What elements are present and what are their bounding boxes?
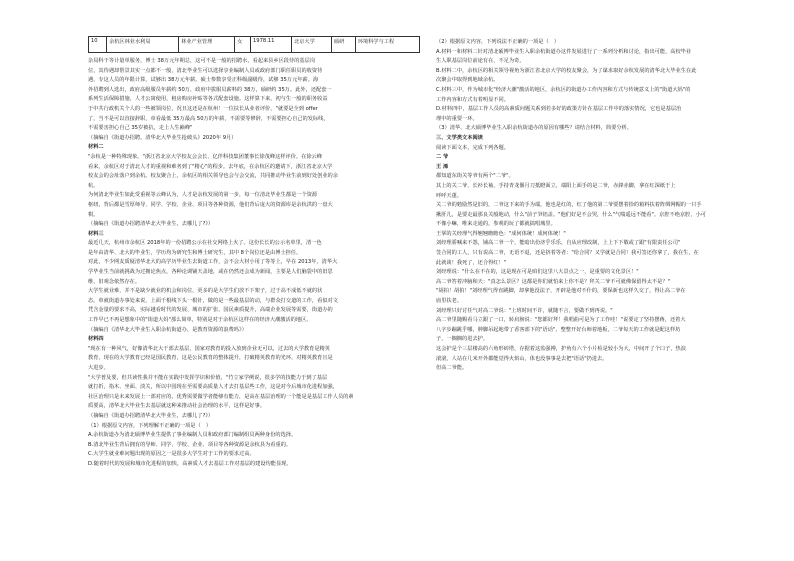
text-line: 材料四	[88, 336, 104, 343]
table-cell: 女	[235, 37, 251, 53]
text-line: 签合同的工人，只有说高二爷，无语不退，还是挤着等者："给合同？又学就是合同！我可签还你拿了，我在生，在	[436, 250, 699, 257]
text-line: 王掌的关经理气得翘翘瞻瞻色："成何体统！成何体统！"	[436, 230, 566, 237]
table-cell: 林业产业管理	[179, 37, 235, 53]
text-line: 系列生活保障措施，人才公寓使用，租房购房补贴等各式配套设施。这样算下来，初与生一般的职务收益	[88, 96, 328, 103]
text-line: 校友会的会址落户到余杭。校友聚合上，余杭区的相关领导也会与会交流，共同推动毕业生前到好处创业的余	[88, 173, 338, 180]
text-line: 次聚会中取得到地域余杭。	[436, 77, 499, 84]
text-line: C.材料三中，作为城市化"经济大潮"激活的地区，余杭区的街道办工作内容和方式与传统意义上的"街道大妈"的	[436, 86, 691, 93]
table-cell: 北京大学	[292, 37, 332, 53]
text-line: 态。单就街道办事处来说，上面千根线下头一根针，做的是一些最基层的动，与群众打交道的工作，看似对文	[88, 297, 338, 304]
text-line: 维，旧观念依然存在。	[88, 278, 141, 285]
text-line: 是年由清华、北大的毕业生，学历均为研究生和博士研究生，其中 8个岗位还是由博士担任。	[88, 249, 302, 256]
text-line: 大进步。	[88, 365, 109, 371]
text-line: 棋。	[88, 211, 99, 218]
text-line: 但高二爷能。	[436, 365, 468, 372]
text-line: C.大学生就业难问题出现的原因之一是很多大学生对于工作的要求过高。	[88, 451, 255, 458]
text-line: （摘编自《街道办招聘清华北大毕业生，去哪儿了?》）	[88, 221, 214, 228]
left-column	[88, 57, 420, 470]
text-line: （摘编自《街道办招聘清华北大毕业生，去哪儿了?》）	[88, 412, 214, 419]
text-line: 其上的关二爷，长衫长袖，手持青龙偃月刀抵瞪面立，端阳上面手的是二爷，赤鋒赤脚，拿在红深纸于上	[436, 182, 676, 189]
text-line: 揪肝儿，是要走最那良关般地动，什么"前子笋铝盖。"他们好是不会哭，什么"气喘遥远不能看"。京腔不绝京腔，小可	[436, 211, 706, 218]
text-line: 对此，不少网友质疑清华北大的高学历毕业生去街道工作，会不会大材小用了等等上，早在 2013年，清华大	[88, 259, 338, 266]
text-line: 了，当不是可以直接辞职，章看最低 35万最高 50万的年薪，不需要等修辞，不需要担心自己的发际线，	[88, 115, 329, 122]
text-line: 枢纽，背后都是雪厚师导、同学、学校、企业、项目等各种资源，他们背后庞大的资源库是余杭洪的一盘大	[88, 201, 333, 208]
text-line: 于中共行政机关个人的一些被领岗位，况且这还是在杭州！一位扶长从业者评价，"就要是全到 offer	[88, 105, 318, 112]
text-line: 杭。	[88, 182, 99, 189]
text-line: A.材料一和材料二针对清北硕博毕业生入职余杭街道办这件发展进行了一系列分析和讨论，指出可能，高校毕业	[436, 48, 692, 55]
text-line: 位，其待遇却帮景其实一点都不一般，清北毕业生可以选择享业编制人员或政府部门职任职员的收资待	[88, 67, 323, 74]
text-line: 关二爷的勉励然是旧的，二爷这下来的手为端，他也是红的，红了他的第二爷要摆着拾的箱料扶着阵绸网帽的一只手	[436, 202, 702, 209]
table-cell: 1978.11	[251, 37, 292, 53]
text-line: （1）根据原文内容，下列理解不正确的一项是（ ）	[88, 422, 212, 429]
text-line: 就打折，指木、坐面、淡关，所以中国现在至需要高质量人才去打基层些工作，这是对今后城市化进程加强，	[88, 384, 338, 391]
text-line: （摘编自《街道办招聘，清华北大毕业生抢破头》2020年 9月）	[88, 134, 237, 141]
text-line: 二 爷	[436, 154, 449, 161]
text-line: B.清北毕业生背后拥有的导师、同学、学校、企业、项目等各种资源是余杭县为看重的。	[88, 441, 292, 448]
text-line: 刘经理说："什么在不在的，这是现在可是咱们这里八大景点之一，是重要的文化景区！"	[436, 269, 639, 276]
text-line: 呼呼天蓬。	[436, 192, 463, 199]
text-line: 八字步蹦跳乎哪，肿脚吊起地带了香客部下的"语话"，整整开好台师着地板，二爷每天的工作就是配这样坊	[436, 326, 681, 333]
text-line: 此就谈！我死了，还合得红！"	[436, 259, 507, 266]
table-cell: 10	[89, 37, 107, 53]
info-table	[88, 36, 420, 53]
text-line: 最近几天，杭州市余杭区 2018年的一份招聘公示在社交网络上火了。这份长长的公示名单里，清一色	[88, 240, 322, 247]
text-line: （摘编自《清华北大毕业生入职余杭街道办，是教育资源的浪费吗》）	[88, 326, 247, 333]
text-line: 高二爷答着冲脑和天："真怎么景区？这都是你们就怕来上你不是？拜关二爷不可就佛保留得太不是？"	[436, 278, 670, 285]
text-line: 遇，专这人员的年限计算，试够出 38万元年薪。硕士参数享受正科级副级待，试够 35万元年薪。海	[88, 77, 319, 84]
text-line: 三、文学类文本阅读	[436, 134, 483, 141]
text-line: （2）根据原文内容，下列说法不正确的一项是（ ）	[436, 39, 560, 45]
text-line: "现在有一种风气，好像清华北大干部去基层，国家对教育的投入放到企业无可以，过去的大学教育是精英	[88, 345, 330, 352]
text-line: 子，一搁搁的进去护。	[436, 336, 489, 343]
text-line: 刘经理骄喊来不怨，铺高二爷一个，能暗出份济乎乐乐，自从应理改制，上上下下敬或了跟"有限责任公司"	[436, 240, 681, 247]
text-line: 不像小嘛，唯来走通的，参观的玩了都就搞唱城里。	[436, 221, 556, 228]
text-line: 生人职基层岗位前途有在，不足为奇。	[436, 58, 525, 65]
text-line: D.随着时代的发展和城市化进程的加快，高素质人才去基层工作对基层的建设均能显现。	[88, 460, 292, 467]
text-line: （3）清华、北大硕博毕业生入职余杭街道办的原因有哪些？请结合材料，简要分析。	[436, 125, 632, 132]
text-line: 材料三	[88, 230, 104, 237]
text-line: 杂局科干等计量单服务，博士 38万元年期总，这可不是一般的招聘水，看起来县乡区段待的基层岗	[88, 58, 316, 64]
text-line: 理中的重要一环。	[436, 115, 478, 122]
text-line: 材料二	[88, 144, 104, 151]
text-line: B.材料二中，余杭区的相关领导视角为浙江省北京大学的校友聚会，为了谋求取好余杭发展的清华北大毕业生在此	[436, 67, 697, 74]
text-line: 工作内容和方式有着明显不同。	[436, 96, 509, 103]
text-line: 刘经理只好讨任气对高二爷说："上班时间不许，就随不言，要做不到再说。"	[436, 307, 613, 314]
text-line: D.材料四中，基层工作人员的高素质问题关系到若多好的政策方针在基层工作中的落实情况，它也是基层治	[436, 106, 682, 113]
text-line: "大学普及要，但共读性我并不能在实践中发挥学识和价值，"竹立家学例说，很多学的技能力于到了基层	[88, 374, 328, 381]
text-line: 教育，现在的大学教育已经是国民教育，这是公民教育的整体提升，打破精英教育的光环，对精英教育且是	[88, 355, 333, 362]
text-line: 凭含金量的要求不高，实际越看时代的发展、城市的扩张、国民素质提升，高端企业发展等需要，街道办的	[88, 307, 333, 314]
text-line: 这会护是个三层楼高的六角形砖塔，存据着这监强搏，护角有六个小片检是较小为大，中间开了个口子，热浪	[436, 346, 686, 352]
right-column	[436, 38, 758, 374]
text-line: 都知道东街关等爷有两个"二爷"。	[436, 173, 514, 180]
text-line: 工作早已不再是想象中的"街道大妈"那么简单，特别是对于余杭区这样在的经济大潮激活的地区。	[88, 317, 312, 324]
text-line: 外招聘到人选出，政府高级服员年薪约 50万，政府中拔服员薪料的 38万，硕研约 35万。此外，还配套一	[88, 86, 332, 93]
text-line: 看来，余杭区对于清北人才的重视和难务到了"精心"的程步。去年底，在余杭区的邀请下，浙江省北京大学	[88, 163, 333, 170]
text-line: 滚滚，人站在几米开外都能觉得火焰山，体也没事事是去把"语话"扔进去。	[436, 355, 608, 362]
text-line: 阅读下面文本，完成下列各题。	[436, 144, 509, 151]
text-line: 质要高，清华北大毕业生去基层就这种来推动社会治理的水平，这样是好事。	[88, 403, 266, 410]
table-cell: 余杭区林业水利局	[107, 37, 179, 53]
text-line: A.余杭街道办为清北硕博毕业生提供了事业编制人员和政府部门编制组员两种身份的选择。	[88, 432, 297, 439]
text-line: 王 浠	[436, 163, 449, 170]
text-line: 不需要害担心自己 35岁被抗，走上人生巅峰"	[88, 125, 193, 132]
text-line: 高二爷里随赐看马立跟了一口，转肩膀说："您都好拜！我唱曲可是为了工作哇！"说要定了坚持摆蒋，还着大	[436, 317, 686, 324]
text-line: "余杭是一种特殊现象。"浙江省北京大学校友会会长、亿伴科技集团董事长徐茂峰这样评价。在徐云峰	[88, 153, 322, 160]
text-line: 庙里扶老。	[436, 298, 463, 305]
table-cell: 环境科学与工程	[355, 37, 419, 53]
table-row	[89, 37, 420, 53]
table-cell: 硕研	[331, 37, 355, 53]
text-line: 社区治理只是未来发展上一部对应的，优秀需要做学者能够有能力，是高在基层治理的一个能是是基层工作人员的素	[88, 393, 354, 400]
text-line: 为何清北毕业生如此受重视等云峰认为，人才是余杭发展的第一步，每一位清北毕业生都是一个资源	[88, 192, 318, 199]
text-line: 学毕业生当前就挑战为过拥论焦点，各种论调铺天盖地，或在仍然还会成为新闻，主要是人们脑袋中的旧思	[88, 269, 333, 276]
text-line: "胡拍！胡拍！"刘经理气得直跳脚，却拿他没法子，开辟是他对不什的，要保新也这样久交了，得让高二爷在	[436, 288, 686, 295]
text-line: 大学生就业难，并不是缺少就业的机会和岗位，更多的是大学生们放不下架子，过于高不成低不就的状	[88, 288, 323, 295]
